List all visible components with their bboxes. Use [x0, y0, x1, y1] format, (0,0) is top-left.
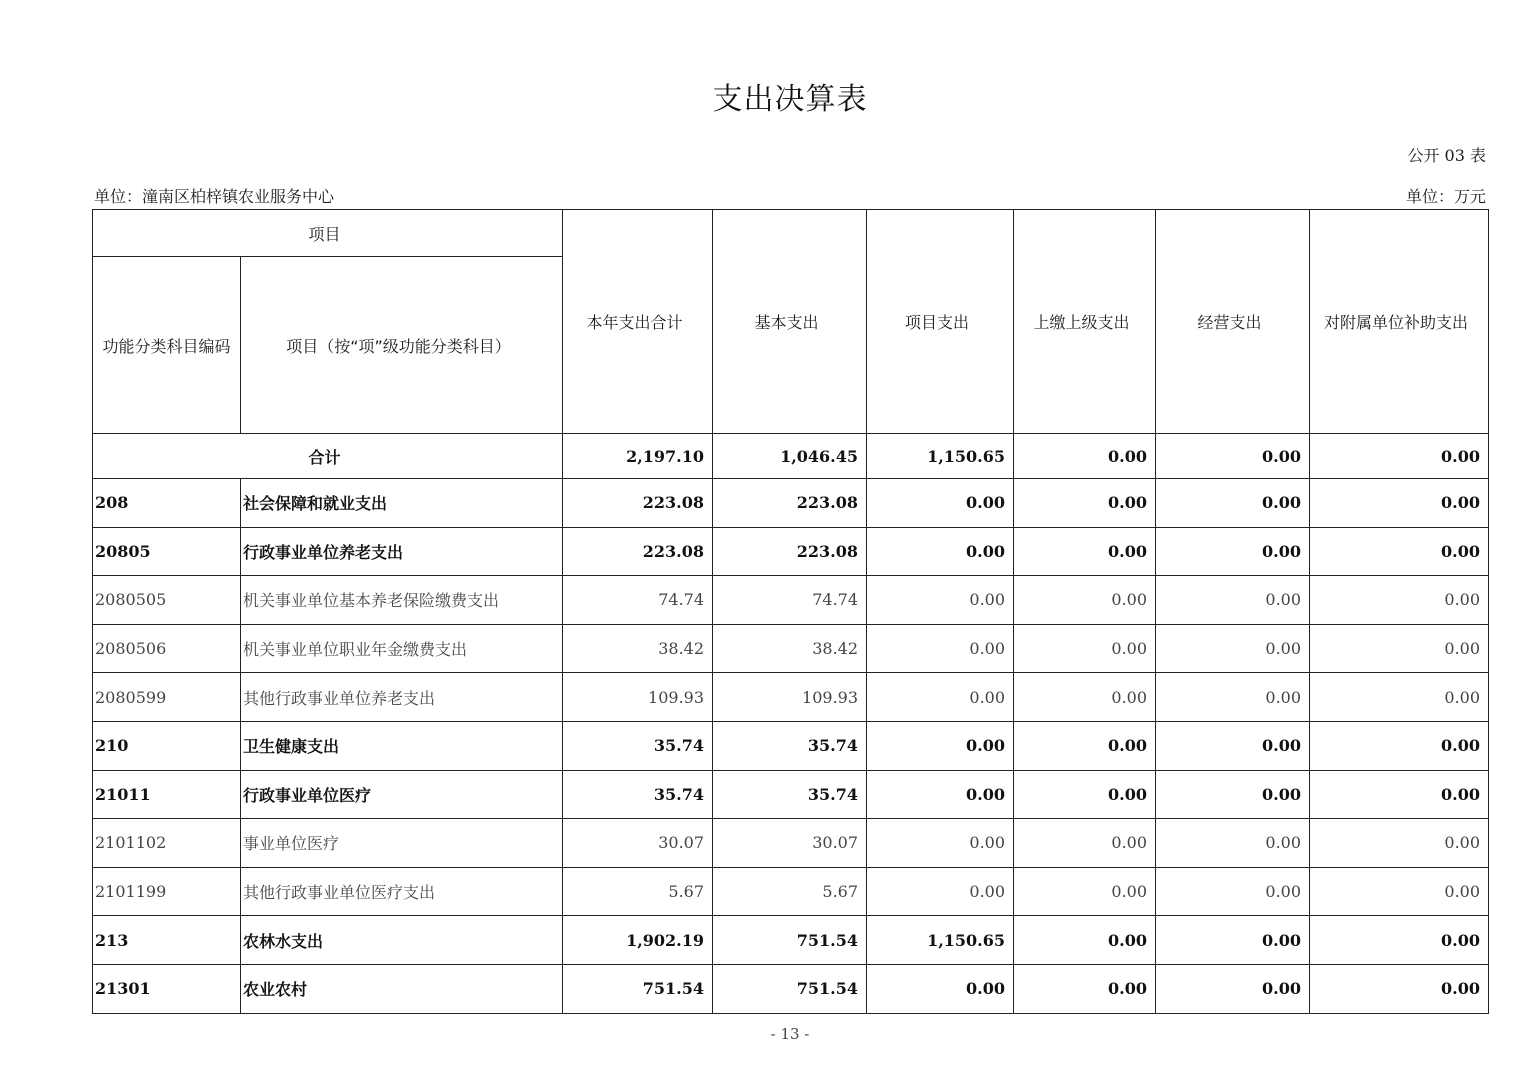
cell-upper: 0.00 [1014, 576, 1156, 625]
cell-project: 1,150.65 [867, 434, 1014, 479]
cell-subsidy: 0.00 [1310, 527, 1489, 576]
cell-name: 农林水支出 [241, 916, 563, 965]
header-upper: 上缴上级支出 [1014, 210, 1156, 434]
table-row [93, 867, 1489, 916]
cell-code: 210 [93, 721, 241, 770]
cell-project: 0.00 [867, 479, 1014, 528]
cell-upper: 0.00 [1014, 624, 1156, 673]
cell-upper: 0.00 [1014, 819, 1156, 868]
cell-upper: 0.00 [1014, 721, 1156, 770]
cell-code: 2101199 [93, 867, 241, 916]
cell-upper: 0.00 [1014, 964, 1156, 1013]
cell-name: 其他行政事业单位医疗支出 [241, 867, 563, 916]
cell-code: 2080506 [93, 624, 241, 673]
header-item: 项目 [93, 210, 563, 257]
cell-subsidy: 0.00 [1310, 770, 1489, 819]
header-project: 项目支出 [867, 210, 1014, 434]
cell-total: 35.74 [563, 770, 713, 819]
table-row [93, 479, 1489, 528]
cell-name: 机关事业单位职业年金缴费支出 [241, 624, 563, 673]
cell-business: 0.00 [1156, 624, 1310, 673]
table-row [93, 527, 1489, 576]
page-number: - 13 - [770, 1025, 810, 1043]
cell-name: 行政事业单位养老支出 [241, 527, 563, 576]
cell-basic: 35.74 [713, 770, 867, 819]
table-row [93, 964, 1489, 1013]
cell-code: 21011 [93, 770, 241, 819]
header-row-1 [93, 210, 1489, 257]
cell-basic: 5.67 [713, 867, 867, 916]
cell-business: 0.00 [1156, 721, 1310, 770]
cell-total: 38.42 [563, 624, 713, 673]
cell-upper: 0.00 [1014, 434, 1156, 479]
cell-basic: 751.54 [713, 964, 867, 1013]
cell-code: 20805 [93, 527, 241, 576]
cell-upper: 0.00 [1014, 479, 1156, 528]
cell-total: 74.74 [563, 576, 713, 625]
form-number: 公开 03 表 [1407, 146, 1486, 165]
cell-total: 109.93 [563, 673, 713, 722]
cell-basic: 109.93 [713, 673, 867, 722]
cell-project: 0.00 [867, 819, 1014, 868]
cell-basic: 751.54 [713, 916, 867, 965]
cell-subsidy: 0.00 [1310, 673, 1489, 722]
cell-basic: 223.08 [713, 527, 867, 576]
cell-code: 213 [93, 916, 241, 965]
header-business: 经营支出 [1156, 210, 1310, 434]
cell-business: 0.00 [1156, 964, 1310, 1013]
cell-basic: 1,046.45 [713, 434, 867, 479]
cell-basic: 35.74 [713, 721, 867, 770]
header-name: 项目（按“项”级功能分类科目） [241, 257, 563, 434]
cell-basic: 223.08 [713, 479, 867, 528]
cell-name: 行政事业单位医疗 [241, 770, 563, 819]
unit-currency: 单位：万元 [1405, 187, 1486, 206]
cell-code: 2101102 [93, 819, 241, 868]
table-row [93, 770, 1489, 819]
cell-business: 0.00 [1156, 673, 1310, 722]
header-basic: 基本支出 [713, 210, 867, 434]
cell-business: 0.00 [1156, 916, 1310, 965]
cell-upper: 0.00 [1014, 527, 1156, 576]
table-row [93, 624, 1489, 673]
expenditure-table [92, 209, 1489, 1014]
cell-total: 223.08 [563, 479, 713, 528]
cell-subsidy: 0.00 [1310, 867, 1489, 916]
cell-basic: 30.07 [713, 819, 867, 868]
cell-business: 0.00 [1156, 867, 1310, 916]
unit-name: 单位：潼南区柏梓镇农业服务中心 [94, 187, 335, 206]
cell-project: 0.00 [867, 770, 1014, 819]
cell-subsidy: 0.00 [1310, 819, 1489, 868]
cell-code: 2080599 [93, 673, 241, 722]
cell-project: 0.00 [867, 624, 1014, 673]
cell-basic: 38.42 [713, 624, 867, 673]
cell-business: 0.00 [1156, 819, 1310, 868]
cell-business: 0.00 [1156, 576, 1310, 625]
cell-business: 0.00 [1156, 434, 1310, 479]
header-code: 功能分类科目编码 [93, 257, 241, 434]
cell-name: 社会保障和就业支出 [241, 479, 563, 528]
cell-subsidy: 0.00 [1310, 721, 1489, 770]
cell-code: 21301 [93, 964, 241, 1013]
cell-upper: 0.00 [1014, 867, 1156, 916]
cell-total: 751.54 [563, 964, 713, 1013]
cell-project: 1,150.65 [867, 916, 1014, 965]
cell-project: 0.00 [867, 964, 1014, 1013]
cell-total: 5.67 [563, 867, 713, 916]
table-row [93, 673, 1489, 722]
cell-name: 事业单位医疗 [241, 819, 563, 868]
cell-total: 223.08 [563, 527, 713, 576]
cell-upper: 0.00 [1014, 673, 1156, 722]
cell-upper: 0.00 [1014, 770, 1156, 819]
cell-subsidy: 0.00 [1310, 479, 1489, 528]
header-total: 本年支出合计 [563, 210, 713, 434]
total-row [93, 434, 1489, 479]
header-subsidy: 对附属单位补助支出 [1310, 210, 1489, 434]
cell-project: 0.00 [867, 576, 1014, 625]
cell-name: 机关事业单位基本养老保险缴费支出 [241, 576, 563, 625]
cell-business: 0.00 [1156, 770, 1310, 819]
cell-business: 0.00 [1156, 527, 1310, 576]
total-label: 合计 [93, 434, 563, 479]
cell-project: 0.00 [867, 673, 1014, 722]
cell-total: 1,902.19 [563, 916, 713, 965]
cell-name: 农业农村 [241, 964, 563, 1013]
cell-subsidy: 0.00 [1310, 624, 1489, 673]
table-row [93, 721, 1489, 770]
table-row [93, 916, 1489, 965]
cell-name: 其他行政事业单位养老支出 [241, 673, 563, 722]
cell-total: 2,197.10 [563, 434, 713, 479]
cell-project: 0.00 [867, 867, 1014, 916]
cell-basic: 74.74 [713, 576, 867, 625]
cell-upper: 0.00 [1014, 916, 1156, 965]
table-row [93, 576, 1489, 625]
cell-total: 35.74 [563, 721, 713, 770]
cell-code: 2080505 [93, 576, 241, 625]
cell-code: 208 [93, 479, 241, 528]
cell-subsidy: 0.00 [1310, 964, 1489, 1013]
cell-business: 0.00 [1156, 479, 1310, 528]
cell-project: 0.00 [867, 721, 1014, 770]
page-title: 支出决算表 [712, 82, 868, 117]
cell-name: 卫生健康支出 [241, 721, 563, 770]
cell-project: 0.00 [867, 527, 1014, 576]
cell-subsidy: 0.00 [1310, 916, 1489, 965]
table-row [93, 819, 1489, 868]
cell-subsidy: 0.00 [1310, 434, 1489, 479]
cell-total: 30.07 [563, 819, 713, 868]
cell-subsidy: 0.00 [1310, 576, 1489, 625]
